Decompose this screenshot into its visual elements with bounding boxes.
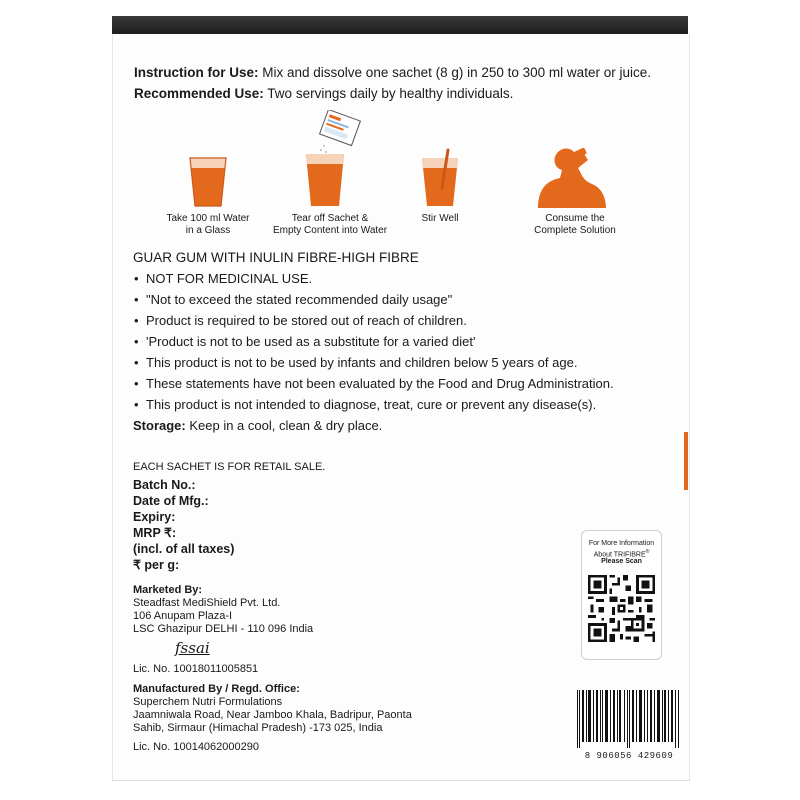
step-1-line2: in a Glass [185, 225, 231, 236]
step-3-label [380, 213, 500, 225]
warning-item: • "Not to exceed the stated recommended daily usage" [134, 292, 453, 307]
warning-item: • Product is required to be stored out of reach of children. [134, 313, 467, 328]
recommended-label: Recommended Use: [134, 86, 264, 101]
sachet-pour-icon [300, 110, 370, 208]
step-1-line1: Take 100 ml Water [166, 213, 250, 224]
qr-brand: About TRIFIBRE [593, 551, 646, 559]
barcode-image [575, 690, 683, 748]
manufacturer-license: Lic. No. 10014062000290 [133, 741, 259, 753]
person-drinking-icon [536, 146, 610, 210]
warning-text: This product is not to be used by infants and children below 5 years of age. [146, 355, 578, 370]
marketer-line: LSC Ghazipur DELHI - 110 096 India [133, 623, 314, 635]
warning-text: This product is not intended to diagnose, treat, cure or prevent any disease(s). [146, 397, 597, 412]
step-2-line1: Tear off Sachet & [291, 213, 369, 224]
marketer-line: 106 Anupam Plaza-I [133, 610, 233, 622]
warning-item: • These statements have not been evaluated by the Food and Drug Administration. [134, 376, 614, 391]
qr-trademark: ® [645, 549, 650, 555]
stir-glass-icon [420, 148, 460, 208]
qr-panel [581, 530, 662, 660]
manufacturer-line: Sahib, Sirmaur (Himachal Pradesh) -173 025, India [133, 722, 383, 734]
manufactured-by-label: Manufactured By / Regd. Office: [133, 683, 300, 695]
warning-text: These statements have not been evaluated by the Food and Drug Administration. [146, 376, 614, 391]
marketer-line: Steadfast MediShield Pvt. Ltd. [133, 597, 281, 609]
qr-code-icon[interactable] [588, 575, 655, 642]
per-gram-label: ₹ per g: [133, 558, 180, 572]
step-4-line1: Consume the [545, 213, 605, 224]
storage-label: Storage: [133, 418, 186, 433]
marketed-by-label: Marketed By: [133, 584, 203, 596]
recommended-use [134, 86, 513, 102]
warning-text: 'Product is not to be used as a substitute for a varied diet' [146, 334, 476, 349]
step-4-label [515, 213, 635, 237]
manufacturer-line: Superchem Nutri Formulations [133, 696, 283, 708]
step-1-label [148, 213, 268, 237]
instruction-label: Instruction for Use: [134, 65, 259, 80]
instruction-for-use [134, 65, 651, 81]
incl-taxes-label: (incl. of all taxes) [133, 542, 235, 556]
storage [133, 418, 382, 434]
orange-side-tab [684, 432, 688, 490]
expiry-label: Expiry: [133, 510, 176, 524]
water-glass-icon [188, 154, 228, 208]
warning-item: • This product is not intended to diagnose, treat, cure or prevent any disease(s). [134, 397, 597, 412]
fssai-logo: fssai [175, 639, 210, 657]
warning-text: Product is required to be stored out of reach of children. [146, 313, 467, 328]
storage-text: Keep in a cool, clean & dry place. [185, 418, 383, 433]
mfg-date-label: Date of Mfg.: [133, 494, 209, 508]
manufacturer-line: Jaamniwala Road, Near Jamboo Khala, Badripur, Paonta [133, 709, 412, 721]
batch-no-label: Batch No.: [133, 478, 196, 492]
fssai-license: Lic. No. 10018011005851 [133, 663, 259, 675]
warning-item: • NOT FOR MEDICINAL USE. [134, 271, 313, 286]
mrp-label: MRP ₹: [133, 526, 177, 540]
product-heading: GUAR GUM WITH INULIN FIBRE-HIGH FIBRE [133, 250, 419, 265]
instruction-text: Mix and dissolve one sachet (8 g) in 250 to 300 ml water or juice. [258, 65, 651, 80]
barcode-number: 8 906056 429609 [584, 751, 674, 761]
retail-note: EACH SACHET IS FOR RETAIL SALE. [133, 461, 326, 473]
step-4-line2: Complete Solution [534, 225, 616, 236]
warning-item: • This product is not to be used by infants and children below 5 years of age. [134, 355, 578, 370]
qr-line-1: For More Information [588, 540, 655, 547]
recommended-text: Two servings daily by healthy individuals. [263, 86, 514, 101]
box-top-edge [112, 16, 688, 34]
warning-text: NOT FOR MEDICINAL USE. [146, 271, 313, 286]
step-3-line1: Stir Well [421, 213, 459, 224]
step-2-label [270, 213, 390, 237]
warning-text: "Not to exceed the stated recommended daily usage" [146, 292, 453, 307]
step-2-line2: Empty Content into Water [272, 225, 388, 236]
qr-line-3: Please Scan [601, 558, 642, 565]
warning-item: • 'Product is not to be used as a substitute for a varied diet' [134, 334, 476, 349]
